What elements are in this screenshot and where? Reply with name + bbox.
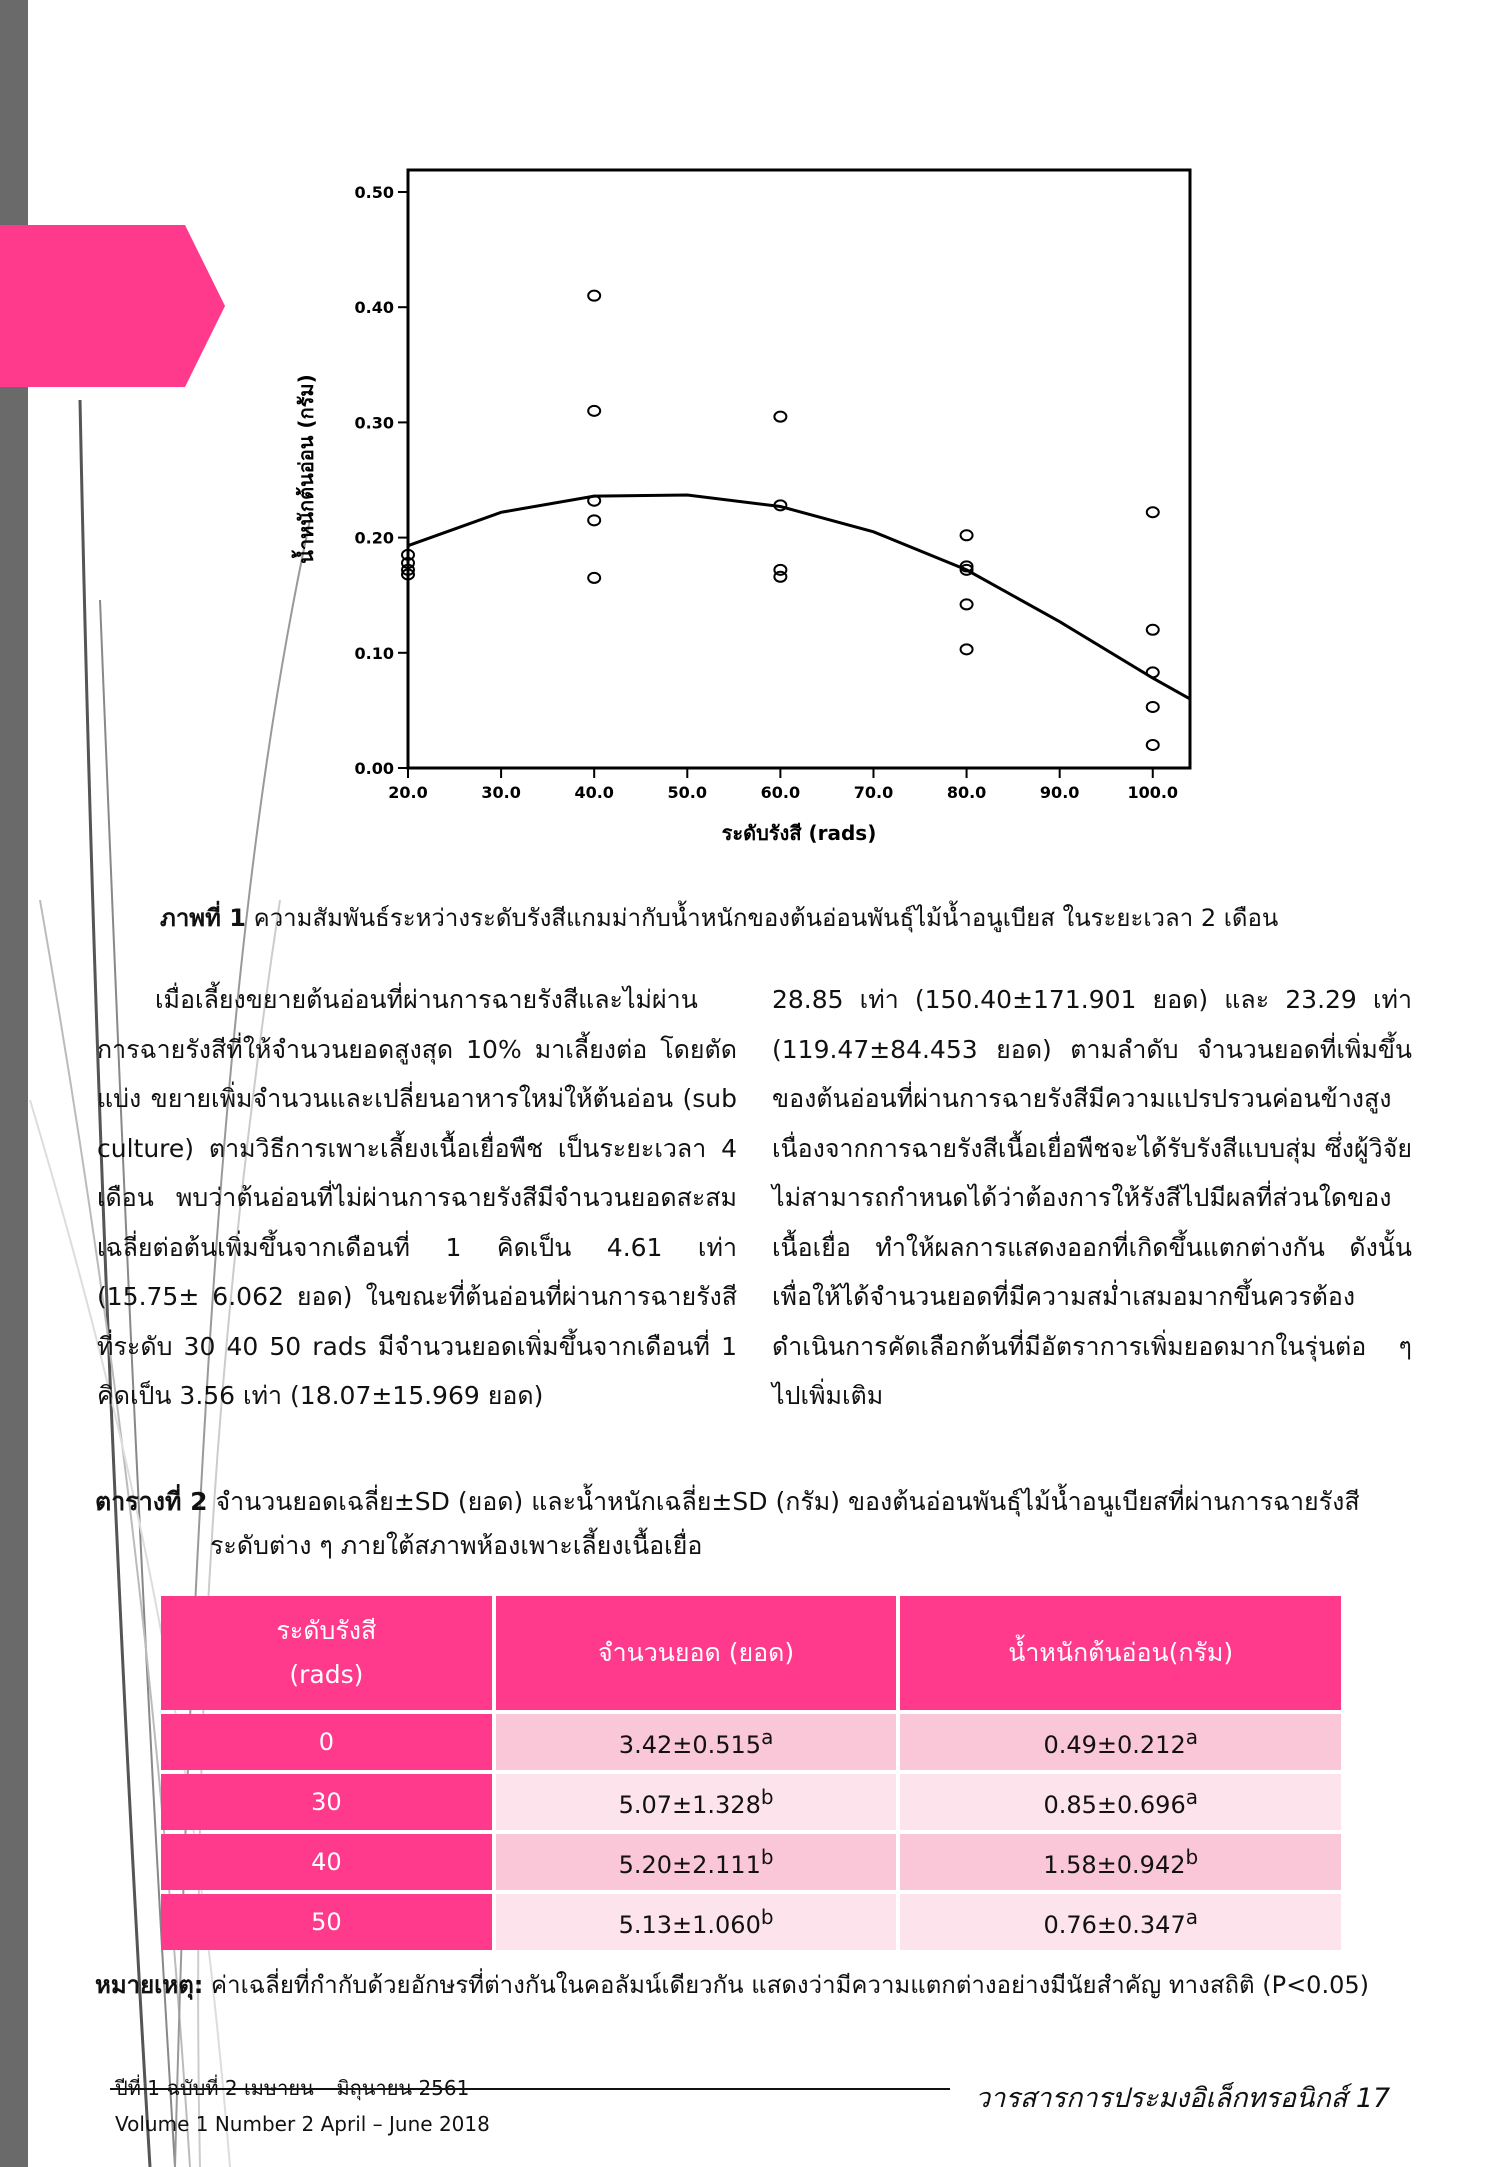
table-title	[95, 1480, 1435, 1568]
cell-level: 50	[161, 1894, 492, 1950]
table-title-line1: จำนวนยอดเฉลี่ย±SD (ยอด) และน้ำหนักเฉลี่ย±SD (กรัม) ของต้นอ่อนพันธุ์ไม้น้ำอนูเบียสที่ผ่านการฉายรังสี	[215, 1487, 1360, 1516]
table-row	[161, 1834, 1341, 1890]
data-point	[774, 572, 786, 582]
y-tick-label: 0.50	[354, 183, 394, 202]
table-label: ตารางที่ 2	[95, 1487, 208, 1516]
cell-weight: 0.49±0.212$^a$	[900, 1714, 1341, 1770]
header-level-label: ระดับรังสี	[276, 1616, 377, 1645]
figure-label: ภาพที่ 1	[160, 904, 246, 932]
y-tick-label: 0.40	[354, 298, 394, 318]
fit-curve	[408, 495, 1190, 699]
data-point	[1147, 740, 1159, 750]
table-row	[161, 1774, 1341, 1830]
x-tick-label: 60.0	[760, 783, 801, 802]
figure-caption	[160, 898, 1460, 937]
header-level	[161, 1596, 492, 1710]
footer-thai: ปีที่ 1 ฉบับที่ 2 เมษายน – มิถุนายน 2561	[115, 2076, 470, 2100]
header-level-unit: (rads)	[289, 1660, 364, 1689]
y-axis-label: น้ำหนักต้นอ่อน (กรัม)	[294, 374, 318, 564]
data-point	[588, 573, 600, 583]
body-left-column: เมื่อเลี้ยงขยายต้นอ่อนที่ผ่านการฉายรังสีและไม่ผ่านการฉายรังสีที่ให้จำนวนยอดสูงสุด 10% มาเลี้ยงต่อ โดยตัดแบ่ง ขยายเพิ่มจำนวนและเปลี่ยนอาหารใหม่ให้ต้นอ่อน (sub culture) ตามวิธีการเพาะเลี้ยงเนื้อเยื่อพืช เป็นระยะเวลา 4 เดือน พบว่าต้นอ่อนที่ไม่ผ่านการฉายรังสีมีจำนวนยอดสะสมเฉลี่ยต่อต้นเพิ่มขึ้นจากเดือนที่ 1 คิดเป็น 4.61 เท่า (15.75± 6.062 ยอด) ในขณะที่ต้นอ่อนที่ผ่านการฉายรังสีที่ระดับ 30 40 50 rads มีจำนวนยอดเพิ่มขึ้นจากเดือนที่ 1 คิดเป็น 3.56 เท่า (18.07±15.969 ยอด)	[97, 985, 737, 1410]
table-row	[161, 1894, 1341, 1950]
y-tick-label: 0.00	[354, 759, 394, 778]
table-title-line2: ระดับต่าง ๆ ภายใต้สภาพห้องเพาะเลี้ยงเนื้อเยื่อ	[210, 1531, 703, 1560]
x-tick-label: 50.0	[667, 783, 708, 802]
data-point	[1147, 702, 1159, 712]
data-point	[774, 412, 786, 422]
footer-english: Volume 1 Number 2 April – June 2018	[115, 2112, 490, 2136]
data-table	[157, 1592, 1345, 1954]
figure-caption-text: ความสัมพันธ์ระหว่างระดับรังสีแกมม่ากับน้ำหนักของต้นอ่อนพันธุ์ไม้น้ำอนูเบียส ในระยะเวลา 2 เดือน	[253, 904, 1279, 932]
y-tick-label: 0.20	[354, 528, 394, 548]
note-text: ค่าเฉลี่ยที่กำกับด้วยอักษรที่ต่างกันในคอลัมน์เดียวกัน แสดงว่ามีความแตกต่างอย่างมีนัยสำคัญ ทางสถิติ (P<0.05)	[211, 1971, 1369, 1999]
data-point	[1147, 507, 1159, 517]
x-tick-label: 70.0	[853, 783, 894, 802]
header-weight: น้ำหนักต้นอ่อน(กรัม)	[900, 1596, 1341, 1710]
cell-level: 40	[161, 1834, 492, 1890]
plot-frame	[408, 170, 1190, 768]
x-tick-label: 80.0	[946, 783, 987, 802]
cell-shoots: 3.42±0.515$^a$	[496, 1714, 897, 1770]
page-number: 17	[1355, 2083, 1391, 2114]
x-tick-label: 40.0	[574, 783, 614, 802]
cell-weight: 1.58±0.942$^b$	[900, 1834, 1341, 1890]
header-shoots: จำนวนยอด (ยอด)	[496, 1596, 897, 1710]
data-point	[588, 515, 600, 525]
scatter-chart	[240, 160, 1220, 860]
journal-name: วารสารการประมงอิเล็กทรอนิกส์	[975, 2083, 1348, 2114]
cell-level: 0	[161, 1714, 492, 1770]
cell-shoots: 5.20±2.111$^b$	[496, 1834, 897, 1890]
x-tick-label: 30.0	[481, 783, 521, 802]
y-tick-label: 0.30	[354, 413, 394, 433]
body-right-column: 28.85 เท่า (150.40±171.901 ยอด) และ 23.29 เท่า (119.47±84.453 ยอด) ตามลำดับ จำนวนยอดที่เพิ่มขึ้นของต้นอ่อนที่ผ่านการฉายรังสีมีความแปรปรวนค่อนข้างสูงเนื่องจากการฉายรังสีเนื้อเยื่อพืชจะได้รับรังสีแบบสุ่ม ซึ่งผู้วิจัยไม่สามารถกำหนดได้ว่าต้องการให้รังสีไปมีผลที่ส่วนใดของเนื้อเยื่อ ทำให้ผลการแสดงออกที่เกิดขึ้นแตกต่างกัน ดังนั้นเพื่อให้ได้จำนวนยอดที่มีความสม่ำเสมอมากขึ้นควรต้องดำเนินการคัดเลือกต้นที่มีอัตราการเพิ่มยอดมากในรุ่นต่อ ๆ ไปเพิ่มเติม	[772, 985, 1412, 1410]
cell-shoots: 5.07±1.328$^b$	[496, 1774, 897, 1830]
cell-level: 30	[161, 1774, 492, 1830]
x-tick-label: 20.0	[388, 783, 428, 802]
data-point	[961, 644, 973, 654]
x-tick-label: 90.0	[1039, 783, 1080, 802]
x-axis-label: ระดับรังสี (rads)	[721, 821, 877, 845]
pink-tab-decoration	[0, 225, 225, 387]
x-tick-label: 100.0	[1127, 783, 1179, 802]
note-label: หมายเหตุ:	[95, 1971, 204, 1999]
y-tick-label: 0.10	[354, 643, 394, 663]
data-point	[588, 291, 600, 301]
table-row	[161, 1714, 1341, 1770]
table-note	[95, 1965, 1465, 2004]
data-point	[588, 406, 600, 416]
data-point	[961, 530, 973, 540]
data-point	[1147, 625, 1159, 635]
footer-divider	[110, 2088, 950, 2090]
footer-journal	[975, 2076, 1390, 2119]
cell-weight: 0.76±0.347$^a$	[900, 1894, 1341, 1950]
cell-shoots: 5.13±1.060$^b$	[496, 1894, 897, 1950]
data-point	[961, 599, 973, 609]
cell-weight: 0.85±0.696$^a$	[900, 1774, 1341, 1830]
